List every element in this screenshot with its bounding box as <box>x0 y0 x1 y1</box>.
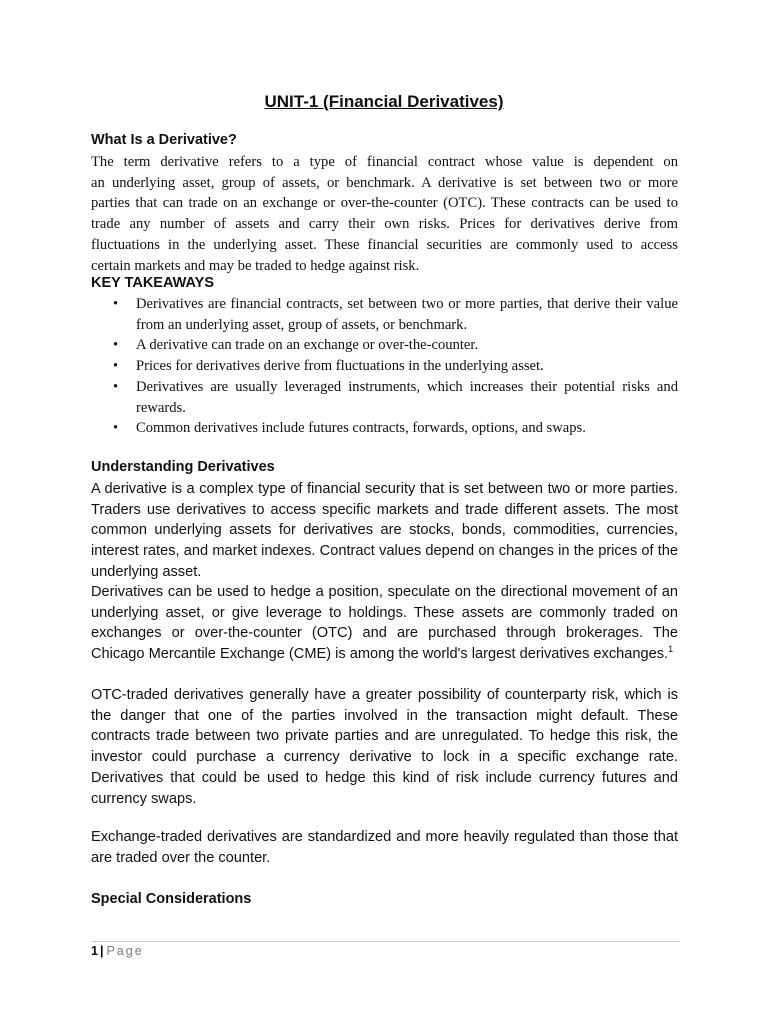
text-line: parties that can trade on an exchange or over-the-counter (OTC). These contracts can be used to <box>91 195 678 212</box>
footnote-marker: 1 <box>668 644 674 655</box>
paragraph-understanding-1: A derivative is a complex type of financial security that is set between two or more parties. Traders use derivatives to access specific markets and trade different assets. The most common underlying assets for derivatives are stocks, bonds, commodities, currencies, interest rates, and market indexes. Contract values depend on changes in the prices of the underlying asset. <box>91 481 678 580</box>
list-item <box>91 418 678 439</box>
paragraph-understanding-3: OTC-traded derivatives generally have a greater possibility of counterparty risk, which is the danger that one of the parties involved in the transaction might default. These contracts trade between two private parties and are unregulated. To hedge this risk, the investor could purchase a currency derivative to lock in a specific exchange rate. Derivatives that could be used to hedge this kind of risk include currency futures and currency swaps. <box>91 687 678 807</box>
page-footer <box>91 944 144 958</box>
paragraph-understanding-2 <box>91 582 678 665</box>
bullet-icon: • <box>113 358 119 375</box>
bullet-icon: • <box>113 337 119 354</box>
footer-separator: | <box>99 944 104 958</box>
bullet-icon: • <box>113 378 119 395</box>
bullet-icon: • <box>113 420 119 437</box>
list-item <box>91 377 678 418</box>
key-takeaways-list <box>91 294 678 439</box>
list-item-text: Derivatives are usually leveraged instruments, which increases their potential risks and rewards. <box>136 378 678 416</box>
list-item-text: Prices for derivatives derive from fluctuations in the underlying asset. <box>136 358 544 375</box>
list-item <box>91 294 678 335</box>
page-label: Page <box>106 944 144 958</box>
list-item-text: A derivative can trade on an exchange or over-the-counter. <box>136 337 479 354</box>
list-item <box>91 356 678 377</box>
text-line: The term derivative refers to a type of financial contract whose value is dependent on <box>91 154 678 170</box>
page-title: UNIT-1 (Financial Derivatives) <box>264 92 504 111</box>
heading-key-takeaways: KEY TAKEAWAYS <box>91 275 215 291</box>
paragraph-what-is-derivative <box>91 152 678 276</box>
list-item-text: Derivatives are financial contracts, set between two or more parties, that derive their value from an underlying asset, group of assets, or benchmark. <box>136 296 678 333</box>
text-line: certain markets and may be traded to hedge against risk. <box>91 257 420 274</box>
footer-divider <box>91 941 680 942</box>
text-line: trade any number of assets and carry their own risks. Prices for derivatives derive from <box>91 216 678 233</box>
heading-special-considerations: Special Considerations <box>91 891 252 907</box>
list-item-text: Common derivatives include futures contracts, forwards, options, and swaps. <box>136 420 586 437</box>
bullet-icon: • <box>113 296 119 312</box>
text-line: fluctuations in the underlying asset. These financial securities are commonly used to access <box>91 236 678 253</box>
text-line: an underlying asset, group of assets, or benchmark. A derivative is set between two or more <box>91 174 678 191</box>
heading-understanding-derivatives: Understanding Derivatives <box>91 459 275 475</box>
list-item <box>91 335 678 356</box>
paragraph-text: Derivatives can be used to hedge a position, speculate on the directional movement of an underlying asset, or give leverage to holdings. These assets are commonly traded on exchanges or over-the-counter (OTC) and are purchased through brokerages. The Chicago Mercantile Exchange (CME) is among the world's largest derivatives exchanges. <box>91 584 678 663</box>
heading-what-is-derivative: What Is a Derivative? <box>91 132 237 148</box>
page-number: 1 <box>91 944 98 958</box>
paragraph-understanding-4: Exchange-traded derivatives are standardized and more heavily regulated than those that are traded over the counter. <box>91 829 678 866</box>
